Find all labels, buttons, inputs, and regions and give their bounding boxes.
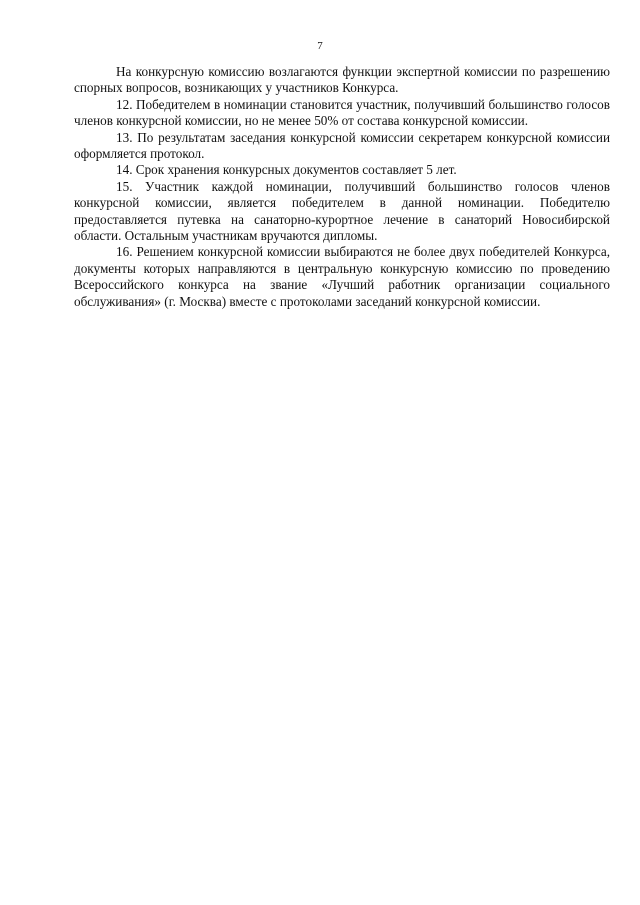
- paragraph-item-12: 12. Победителем в номинации становится участник, получивший большинство голосов членов конкурсной комиссии, но не менее 50% от состава конкурсной комиссии.: [74, 96, 610, 129]
- paragraph-commission-functions: На конкурсную комиссию возлагаются функции экспертной комиссии по разрешению спорных вопросов, возникающих у участников Конкурса.: [74, 64, 610, 96]
- paragraph-item-15: 15. Участник каждой номинации, получивший большинство голосов членов конкурсной комиссии, является победителем в данной номинации. Победителю предоставляется путевка на санаторно-курортное лечение в санаторий Новосибирской области. Остальным участникам вручаются дипломы.: [74, 178, 610, 244]
- page-number: 7: [317, 40, 323, 52]
- paragraph-item-16: 16. Решением конкурсной комиссии выбираются не более двух победителей Конкурса, документы которых направляются в центральную конкурсную комиссию по проведению Всероссийского конкурса на звание «Лучший работник организации социального обслуживания» (г. Москва) вместе с протоколами заседаний конкурсной комиссии.: [74, 244, 610, 309]
- paragraph-item-14: 14. Срок хранения конкурсных документов составляет 5 лет.: [116, 162, 457, 178]
- paragraph-item-13: 13. По результатам заседания конкурсной комиссии секретарем конкурсной комиссии оформляется протокол.: [74, 129, 610, 162]
- document-body: [74, 64, 610, 310]
